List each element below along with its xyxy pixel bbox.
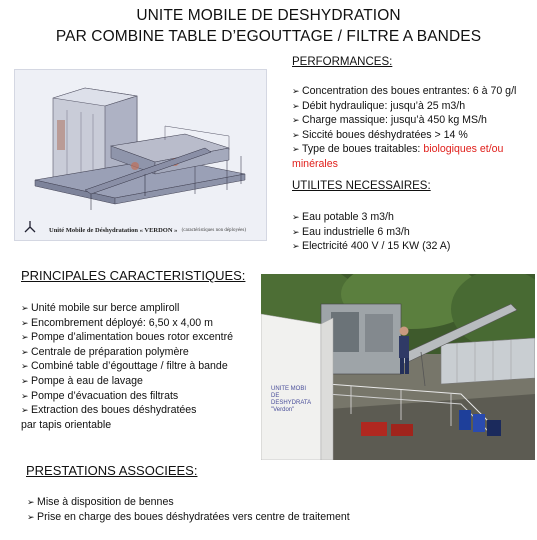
- list-item: ➢ Pompe d’évacuation des filtrats: [21, 389, 233, 404]
- list-item: ➢ Pompe à eau de lavage: [21, 374, 233, 389]
- page-title-line-1: UNITE MOBILE DE DESHYDRATION: [136, 7, 401, 24]
- list-item: ➢ Combiné table d’égouttage / filtre à bande: [21, 359, 233, 374]
- page-title-line-2: PAR COMBINE TABLE D’EGOUTTAGE / FILTRE A BANDES: [55, 28, 482, 45]
- utilites-heading: UTILITES NECESSAIRES:: [292, 180, 431, 192]
- list-item: ➢ Charge massique: jusqu’à 450 kg MS/h: [292, 113, 516, 128]
- unit-photo-illustration: [261, 274, 535, 460]
- list-item: ➢ Mise à disposition de bennes: [27, 495, 350, 510]
- drawing-caption: Unité Mobile de Déshydratation « VERDON »: [49, 227, 178, 234]
- unit-isometric-illustration: [15, 70, 266, 240]
- unit-photo: [261, 274, 535, 460]
- list-item: ➢ Concentration des boues entrantes: 6 à 70 g/l: [292, 84, 516, 99]
- list-item: ➢ Eau potable 3 m3/h: [292, 210, 450, 225]
- boues-type-label: Type de boues traitables:: [302, 143, 424, 156]
- technical-drawing: [14, 69, 267, 241]
- unit-label-line: "Verdon": [271, 407, 295, 413]
- performances-heading: PERFORMANCES:: [292, 56, 393, 68]
- list-item: ➢ Extraction des boues déshydratées: [21, 403, 233, 418]
- list-item: ➢ Pompe d’alimentation boues rotor excentré: [21, 330, 233, 345]
- list-item: ➢ Prise en charge des boues déshydratées vers centre de traitement: [27, 510, 350, 525]
- caracteristiques-list: [21, 301, 233, 418]
- utilites-list: [292, 210, 450, 254]
- caracteristiques-heading: PRINCIPALES CARACTERISTIQUES:: [21, 268, 246, 283]
- list-item: ➢ Centrale de préparation polymère: [21, 345, 233, 360]
- list-item-boues-type: [292, 142, 516, 157]
- prestations-heading: PRESTATIONS ASSOCIEES:: [26, 463, 198, 478]
- list-item: ➢ Siccité boues déshydratées > 14 %: [292, 128, 516, 143]
- boues-type-highlight-continuation: minérales: [292, 158, 338, 170]
- list-item: ➢ Débit hydraulique: jusqu’à 25 m3/h: [292, 99, 516, 114]
- performances-list: [292, 84, 516, 157]
- unit-label-line: UNITE MOBI: [271, 386, 307, 392]
- unit-label-line: DESHYDRATA: [271, 400, 312, 406]
- boues-type-highlight: biologiques et/ou: [423, 143, 504, 156]
- drawing-caption-small: (caractéristiques non déployées): [181, 228, 246, 233]
- unit-label-line: DE: [271, 393, 280, 399]
- prestations-list: [27, 495, 350, 524]
- list-item: ➢ Eau industrielle 6 m3/h: [292, 225, 450, 240]
- tri-arrow-logo-icon: [23, 220, 37, 234]
- list-item: ➢ Unité mobile sur berce ampliroll: [21, 301, 233, 316]
- list-item: ➢ Electricité 400 V / 15 KW (32 A): [292, 239, 450, 254]
- caracteristiques-continuation: par tapis orientable: [21, 419, 112, 431]
- list-item: ➢ Encombrement déployé: 6,50 x 4,00 m: [21, 316, 233, 331]
- unit-label-text: [271, 386, 311, 414]
